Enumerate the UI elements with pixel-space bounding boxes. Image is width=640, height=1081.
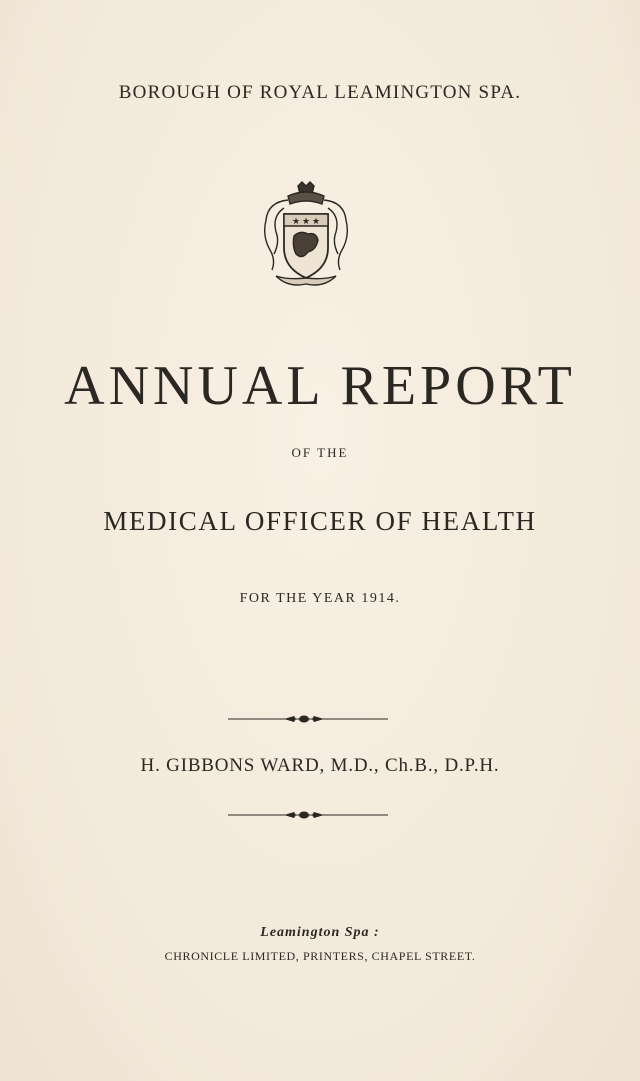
svg-text:★: ★ [302, 216, 311, 226]
author-name: H. GIBBONS WARD, M.D., Ch.B., D.P.H. [140, 755, 500, 776]
report-title: ANNUAL REPORT [64, 355, 576, 417]
svg-text:★: ★ [292, 216, 301, 226]
imprint-place: Leamington Spa : [260, 925, 380, 940]
svg-text:★: ★ [312, 216, 321, 226]
ornamental-divider [228, 714, 388, 724]
coat-of-arms-icon [258, 180, 354, 292]
imprint-printer: CHRONICLE LIMITED, PRINTERS, CHAPEL STREET. [164, 949, 476, 963]
borough-heading: BOROUGH OF ROYAL LEAMINGTON SPA. [118, 82, 522, 103]
report-year: FOR THE YEAR 1914. [239, 591, 401, 606]
title-connector: OF THE [291, 445, 349, 460]
report-subject: MEDICAL OFFICER OF HEALTH [103, 506, 537, 536]
ornamental-divider [228, 810, 388, 820]
